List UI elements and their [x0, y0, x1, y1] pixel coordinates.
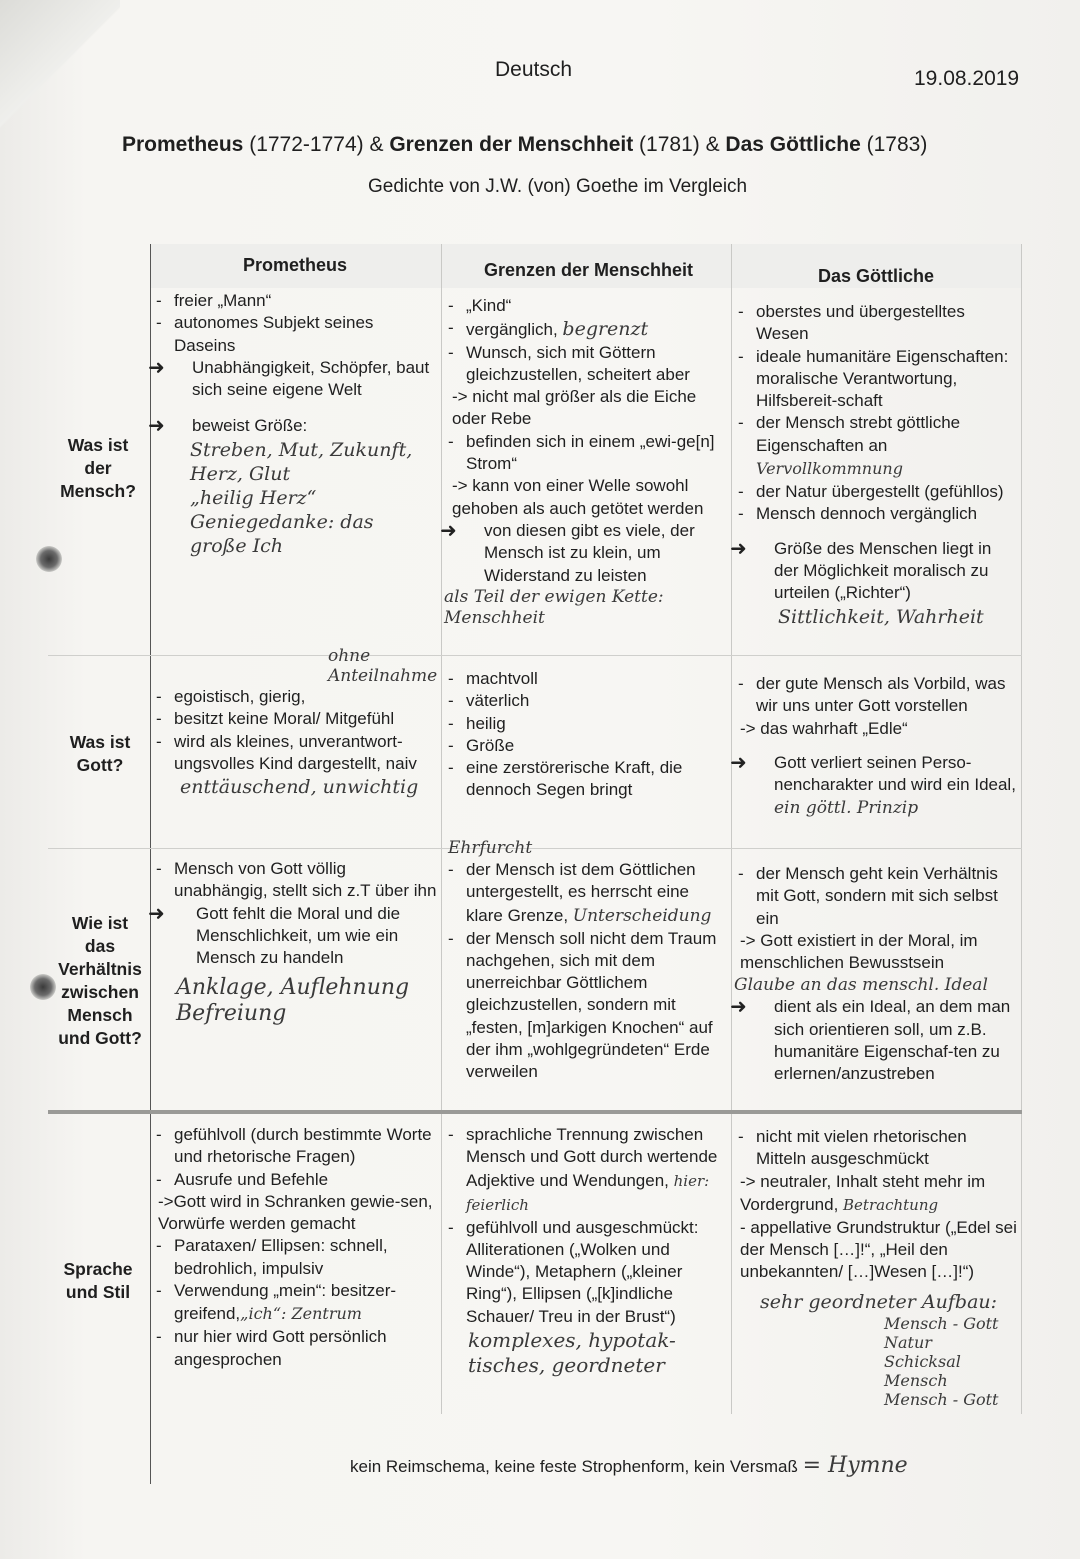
list-item: - besitzt keine Moral/ Mitgefühl — [152, 708, 437, 730]
handwritten-note: Vervollkommnung — [756, 459, 903, 479]
row-label-line: Mensch? — [60, 481, 136, 501]
row-label-line: Wie ist — [71, 913, 129, 933]
list-item: ➜ Größe des Menschen liegt in der Möglichkeit moralisch zu urteilen („Richter“) — [734, 538, 1018, 605]
column-divider — [731, 244, 732, 1414]
row-label-line: Mensch — [67, 1005, 133, 1025]
list-item — [444, 859, 728, 928]
list-item: - autonomes Subjekt seines Daseins — [152, 312, 432, 357]
list-item — [734, 412, 1018, 481]
list-item-text: sprachliche Trennung zwischen Mensch und Gott durch wertende Adjektive und Wendungen, — [466, 1125, 718, 1190]
row-label-line: und Stil — [65, 1282, 131, 1302]
list-item: - heilig — [444, 713, 726, 735]
column-header-prometheus: Prometheus — [243, 255, 348, 275]
row-label-line: der — [84, 458, 112, 478]
handwritten-note: enttäuschend, unwichtig — [180, 776, 419, 799]
list-item — [734, 752, 1018, 821]
list-item: -> nicht mal größer als die Eiche oder Rebe — [452, 387, 697, 429]
date-label: 19.08.2019 — [914, 67, 1020, 90]
list-item: - der Mensch geht kein Verhältnis mit Gott, sondern mit sich selbst ein — [734, 863, 1020, 930]
row-label-line: Was ist — [67, 435, 129, 455]
list-item: - wird als kleines, unverantwort-ungsvolles Kind dargestellt, naiv — [152, 731, 437, 776]
handwritten-note: Glaube an das menschl. Ideal — [734, 975, 988, 996]
list-item: - der Mensch soll nicht dem Traum nachgehen, sich mit dem unerreichbar Göttlichem gleichzustellen, sondern mit „festen, [m]arkigen Knochen“ auf der ihm „wohlgegründeten“ Erde verweilen — [444, 928, 728, 1084]
handwritten-note: hier: feierlich — [466, 1171, 710, 1214]
handwritten-note: Unterscheidung — [572, 905, 712, 926]
cell-mensch-grenzen — [444, 295, 726, 629]
list-item: - eine zerstörerische Kraft, die dennoch Segen bringt — [444, 757, 726, 802]
row-label-line: Sprache — [63, 1259, 133, 1279]
scheme-line: Mensch - Gott — [884, 1313, 999, 1333]
list-item: ->Gott wird in Schranken gewie-sen, Vorwürfe werden gemacht — [158, 1191, 433, 1234]
list-item: - oberstes und übergestelltes Wesen — [734, 301, 1018, 346]
row-label-line: Gott? — [76, 755, 124, 775]
row-label-line: Verhältnis — [58, 959, 142, 979]
handwritten-note: Betrachtung — [843, 1195, 939, 1214]
row-label-line: das — [84, 936, 116, 956]
row-label-line: und Gott? — [58, 1028, 142, 1048]
list-item: -> das wahrhaft „Edle“ — [740, 718, 908, 738]
list-item: - Ausrufe und Befehle — [152, 1169, 438, 1191]
footer-note — [350, 1454, 908, 1478]
title-poem-2: Grenzen der Menschheit — [389, 133, 634, 156]
list-item: - ideale humanitäre Eigenschaften: moralische Verantwortung, Hilfsbereit-schaft — [734, 346, 1018, 413]
scheme-line: Schicksal — [884, 1351, 961, 1371]
list-item: - der gute Mensch als Vorbild, was wir uns unter Gott vorstellen — [734, 673, 1018, 718]
list-item-text: Gott verliert seinen Perso-nencharakter und wird ein Ideal, — [774, 752, 1016, 795]
handwritten-note: sehr geordneter Aufbau: — [760, 1290, 998, 1313]
row-label-sprache — [43, 1258, 153, 1304]
list-item: ➜ Gott fehlt die Moral und die Menschlichkeit, um wie ein Mensch zu handeln — [152, 903, 437, 970]
list-item-text: vergänglich, — [466, 320, 558, 340]
handwritten-scheme — [734, 1314, 1018, 1409]
list-item — [734, 1171, 1018, 1217]
list-item: ➜ dient als ein Ideal, an dem man sich orientieren soll, um z.B. humanitäre Eigenschaf-ten zu erlernen/anzustreben — [734, 996, 1020, 1085]
table-right-border — [1021, 244, 1022, 1414]
handwritten-note: ohne Anteilnahme — [328, 646, 438, 686]
list-item: ➜ beweist Größe: — [152, 415, 432, 437]
list-item — [444, 317, 726, 341]
list-item: -> Gott existiert in der Moral, im menschlichen Bewusstsein — [740, 930, 978, 973]
list-item: - nicht mit vielen rhetorischen Mitteln ausgeschmückt — [734, 1126, 1018, 1171]
folded-corner — [0, 0, 120, 160]
list-item: - machtvoll — [444, 668, 726, 690]
column-divider — [441, 244, 442, 1414]
handwritten-note: begrenzt — [562, 318, 649, 341]
title-years-3: (1783) — [860, 133, 928, 156]
footer-text: kein Reimschema, keine feste Strophenform, kein Versmaß — [350, 1457, 798, 1476]
list-item: -> kann von einer Welle sowohl gehoben als auch getötet werden — [452, 476, 704, 518]
list-item: - freier „Mann“ — [152, 290, 432, 312]
list-item: - egoistisch, gierig, — [152, 686, 437, 708]
list-item: - nur hier wird Gott persönlich angesprochen — [152, 1326, 438, 1371]
title-poem-1: Prometheus — [122, 133, 244, 156]
list-item: - Größe — [444, 735, 726, 757]
title-poem-3: Das Göttliche — [725, 133, 861, 156]
list-item: - appellative Grundstruktur („Edel sei der Mensch […]!“, „Heil den unbekannten/ […]Wesen […]!“) — [740, 1217, 1017, 1282]
title-years-1: (1772-1774) & — [243, 133, 390, 156]
subject-label: Deutsch — [495, 58, 573, 81]
handwritten-note: „ich“: Zentrum — [240, 1304, 362, 1324]
list-item: - gefühlvoll und ausgeschmückt: Alliterationen („Wolken und Winde“), Metaphern („kleiner Ring“), Ellipsen („[k]indliche Schauer/ Treu in der Brust“) — [444, 1217, 728, 1328]
handwritten-note: als Teil der ewigen Kette: Menschheit — [444, 586, 664, 628]
page-title — [122, 133, 927, 157]
handwritten-note: komplexes, hypotak-tisches, geordneter — [468, 1328, 676, 1378]
cell-verhaeltnis-goettliche — [734, 863, 1020, 1086]
list-item-text: der Mensch strebt göttliche Eigenschaften an — [756, 413, 961, 455]
cell-sprache-goettliche — [734, 1126, 1018, 1409]
cell-mensch-goettliche — [734, 301, 1018, 629]
handwritten-note: Ehrfurcht — [448, 838, 533, 858]
handwritten-note: Anklage, Auflehnung Befreiung — [176, 975, 410, 1027]
list-item: - Wunsch, sich mit Göttern gleichzustellen, scheitert aber — [444, 342, 726, 387]
cell-verhaeltnis-prometheus — [152, 858, 437, 1027]
cell-mensch-prometheus — [152, 290, 432, 558]
column-header-grenzen: Grenzen der Menschheit — [484, 260, 694, 280]
list-item — [444, 1124, 728, 1217]
row-divider-thick — [48, 1110, 1022, 1114]
cell-verhaeltnis-grenzen — [444, 838, 728, 1084]
row-label-mensch — [43, 434, 153, 503]
page-subtitle: Gedichte von J.W. (von) Goethe im Vergleich — [368, 176, 748, 197]
list-item: - der Natur übergestellt (gefühllos) — [734, 481, 1018, 503]
list-item: - Mensch von Gott völlig unabhängig, stellt sich z.T über ihn — [152, 858, 437, 903]
list-item: ➜ von diesen gibt es viele, der Mensch ist zu klein, um Widerstand zu leisten — [444, 520, 726, 587]
handwritten-note: = Hymne — [802, 1453, 908, 1478]
list-item — [152, 1280, 438, 1326]
scheme-line: Mensch - Gott — [884, 1389, 999, 1409]
list-item-text: Verwendung „mein“: besitzer-greifend, — [174, 1281, 397, 1324]
list-item-text: der Mensch ist dem Göttlichen untergestellt, es herrscht eine klare Grenze, — [466, 860, 696, 925]
handwritten-note: ein göttl. Prinzip — [774, 798, 919, 819]
list-item: - Mensch dennoch vergänglich — [734, 503, 1018, 525]
column-header-goettliche: Das Göttliche — [818, 266, 935, 286]
cell-gott-grenzen — [444, 668, 726, 802]
cell-sprache-grenzen — [444, 1124, 728, 1378]
list-item: - Parataxen/ Ellipsen: schnell, bedrohlich, impulsiv — [152, 1235, 438, 1280]
list-item: - gefühlvoll (durch bestimmte Worte und rhetorische Fragen) — [152, 1124, 438, 1169]
row-label-verhaeltnis — [45, 912, 155, 1050]
scheme-line: Mensch — [884, 1370, 948, 1390]
row-label-line: Was ist — [69, 732, 131, 752]
list-item: - befinden sich in einem „ewi-ge[n] Strom“ — [444, 431, 726, 476]
punch-hole — [36, 546, 62, 572]
list-item: - „Kind“ — [444, 295, 726, 317]
cell-sprache-prometheus — [152, 1124, 438, 1371]
cell-gott-prometheus — [152, 646, 437, 799]
list-item-text: -> neutraler, Inhalt steht mehr im Vordergrund, — [740, 1171, 986, 1214]
list-item: - väterlich — [444, 690, 726, 712]
handwritten-note: Sittlichkeit, Wahrheit — [778, 605, 984, 628]
handwritten-note: Streben, Mut, Zukunft, Herz, Glut „heilig Herz“ Geniegedanke: das große Ich — [190, 438, 413, 557]
row-label-gott — [45, 731, 155, 777]
scheme-line: Natur — [884, 1332, 932, 1352]
cell-gott-goettliche — [734, 673, 1018, 820]
list-item: ➜ Unabhängigkeit, Schöpfer, baut sich seine eigene Welt — [152, 357, 432, 402]
row-label-line: zwischen — [61, 982, 139, 1002]
title-years-2: (1781) & — [633, 133, 726, 156]
